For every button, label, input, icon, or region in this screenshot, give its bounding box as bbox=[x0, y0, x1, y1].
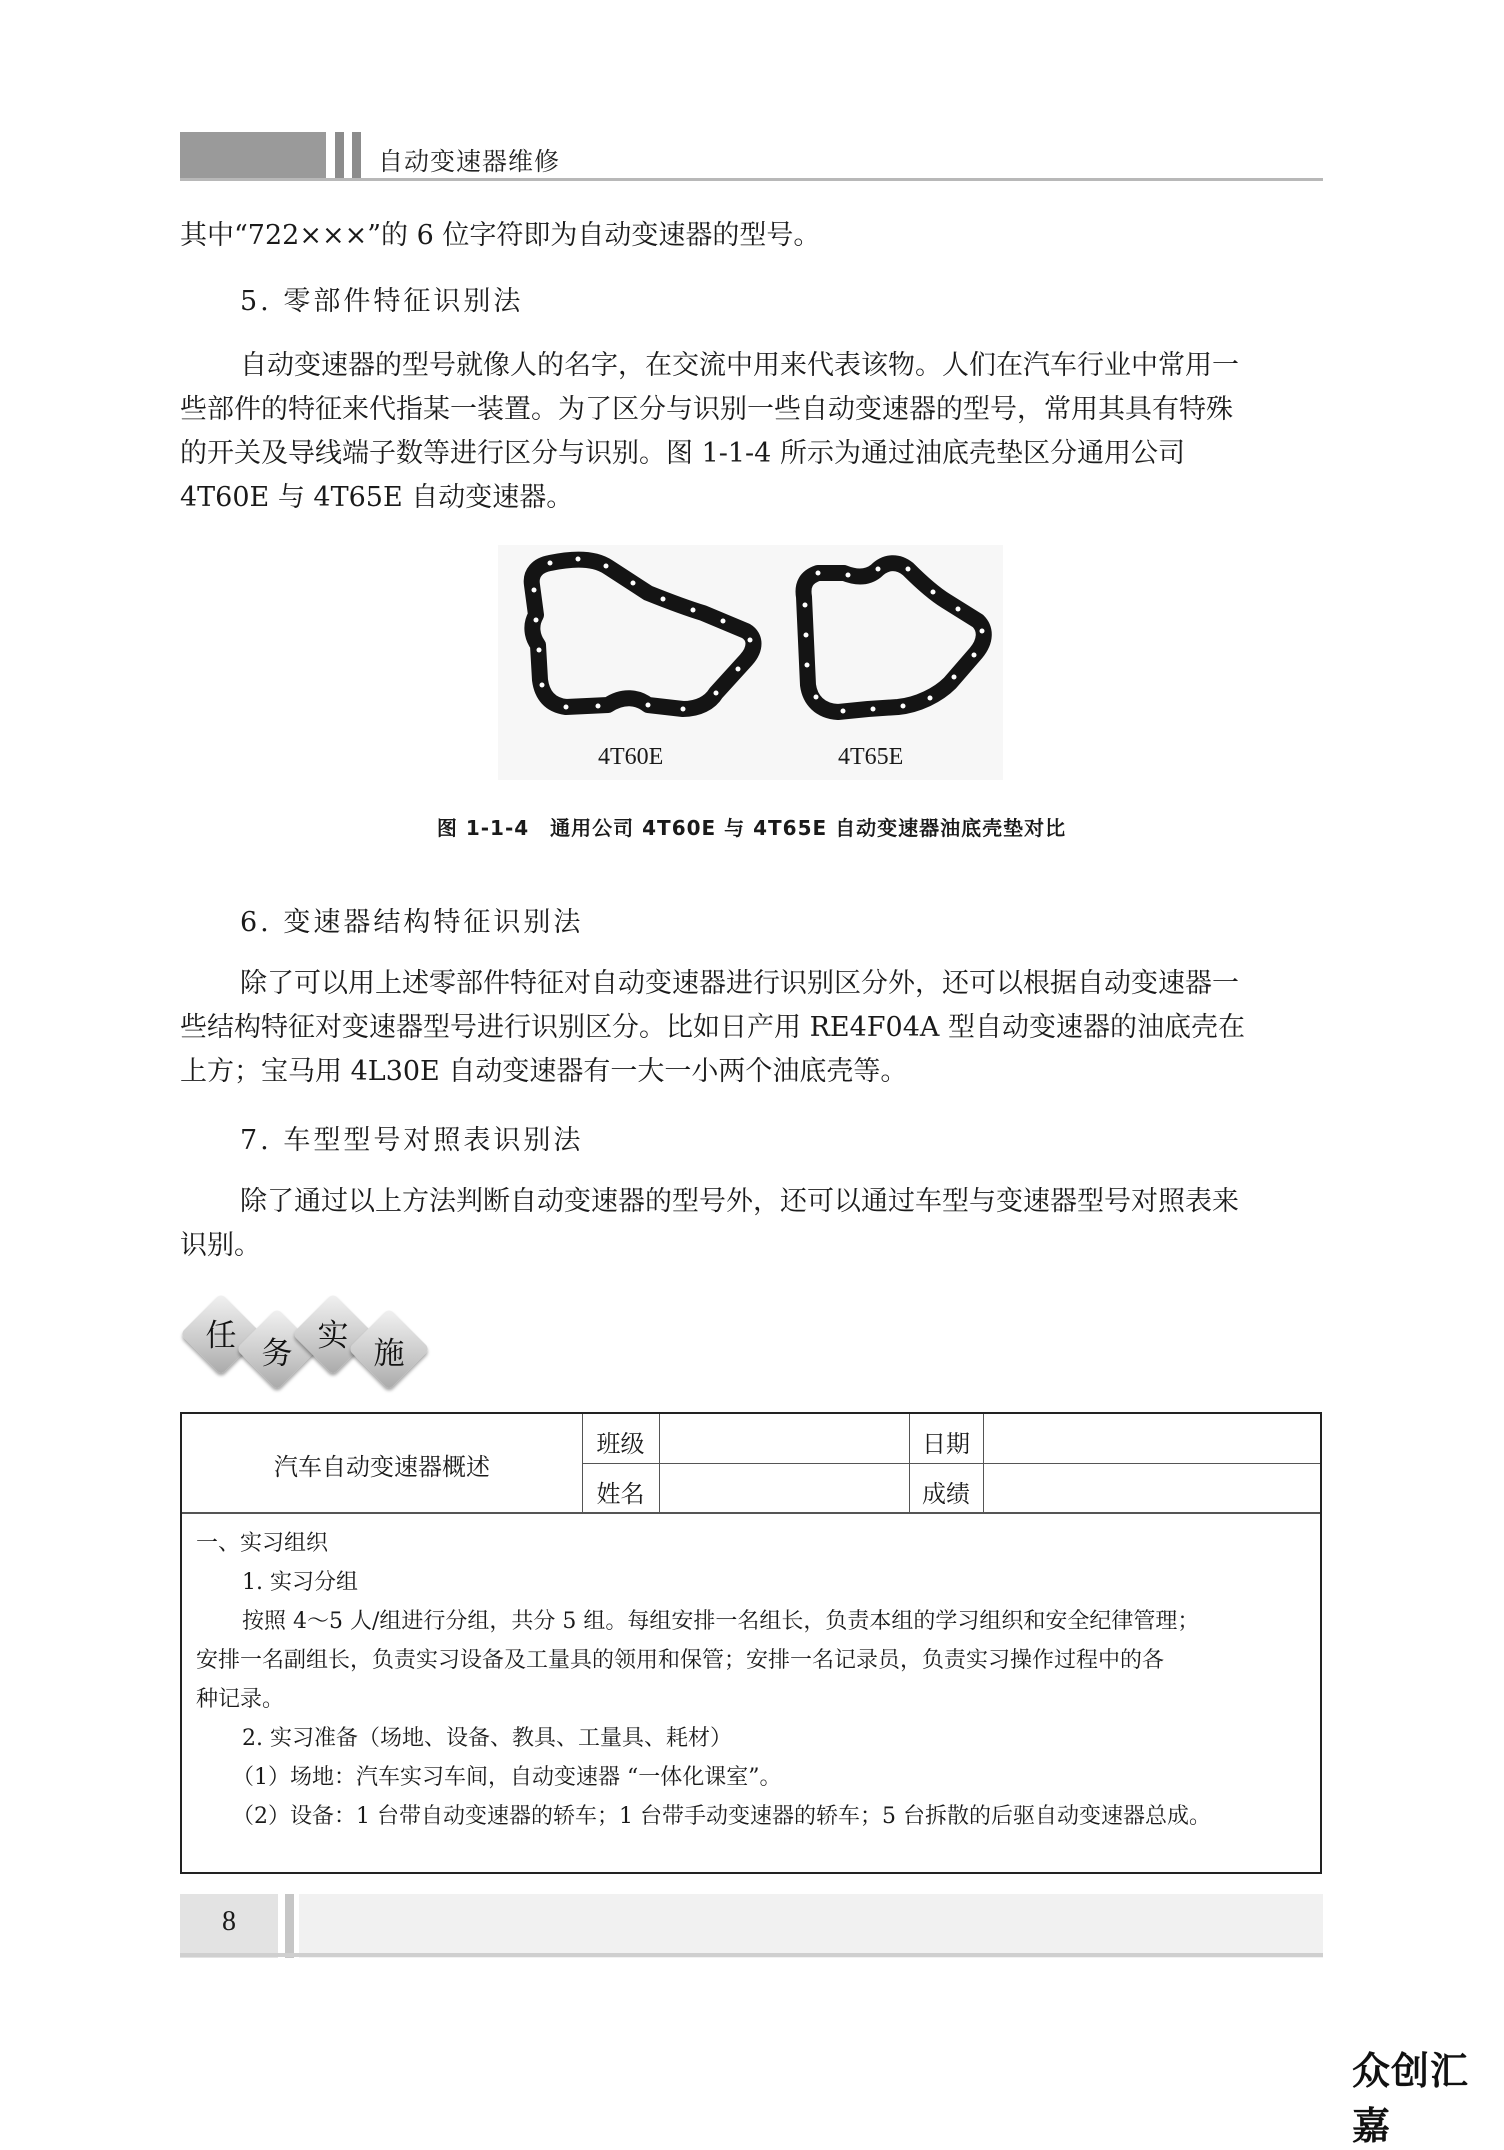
book-title: 自动变速器维修 bbox=[378, 147, 561, 176]
paragraph-line: 4T60E 与 4T65E 自动变速器。 bbox=[180, 482, 574, 513]
badge-char: 任 bbox=[205, 1318, 237, 1354]
intro-line: 其中“722×××”的 6 位字符即为自动变速器的型号。 bbox=[180, 220, 821, 251]
header-divider-bar bbox=[352, 132, 361, 180]
gasket-4t65e-holes bbox=[803, 567, 985, 714]
task-implementation-badge bbox=[180, 1290, 420, 1390]
worksheet-body-line: （2）设备：1 台带自动变速器的轿车；1 台带手动变速器的轿车；5 台拆散的后驱自动变速器总成。 bbox=[232, 1804, 1211, 1829]
paragraph-line: 上方；宝马用 4L30E 自动变速器有一大一小两个油底壳等。 bbox=[180, 1056, 908, 1087]
table-divider bbox=[182, 1512, 1320, 1514]
paragraph-line: 除了可以用上述零部件特征对自动变速器进行识别区分外，还可以根据自动变速器一 bbox=[240, 968, 1239, 999]
worksheet-body-line: （1）场地：汽车实习车间，自动变速器 “一体化课室”。 bbox=[232, 1765, 782, 1790]
watermark-logo: 众创汇嘉 bbox=[1352, 2049, 1470, 2148]
table-divider bbox=[582, 1463, 1320, 1464]
section-5-heading: 5. 零部件特征识别法 bbox=[240, 286, 524, 317]
paragraph-line: 的开关及导线端子数等进行区分与识别。图 1-1-4 所示为通过油底壳垫区分通用公司 bbox=[180, 438, 1185, 469]
section-7-paragraph bbox=[180, 1180, 1323, 1268]
header-rule bbox=[180, 178, 1323, 181]
paragraph-line: 识别。 bbox=[180, 1230, 261, 1261]
label-date: 日期 bbox=[922, 1430, 970, 1458]
paragraph-line: 除了通过以上方法判断自动变速器的型号外，还可以通过车型与变速器型号对照表来 bbox=[240, 1186, 1239, 1217]
label-class: 班级 bbox=[596, 1430, 645, 1458]
header-divider-bar bbox=[335, 132, 344, 180]
section-6-heading: 6. 变速器结构特征识别法 bbox=[240, 907, 584, 938]
paragraph-line: 些结构特征对变速器型号进行识别区分。比如日产用 RE4F04A 型自动变速器的油底壳在 bbox=[180, 1012, 1245, 1043]
footer-rule bbox=[180, 1953, 1323, 1957]
gasket-4t60e-shape bbox=[532, 560, 754, 709]
gasket-4t65e-shape bbox=[804, 563, 984, 712]
figure-gasket-comparison bbox=[498, 545, 1003, 780]
table-divider bbox=[659, 1414, 660, 1512]
paragraph-line: 自动变速器的型号就像人的名字，在交流中用来代表该物。人们在汽车行业中常用一 bbox=[240, 350, 1239, 381]
worksheet-body-line: 1. 实习分组 bbox=[242, 1570, 358, 1595]
class-field[interactable] bbox=[666, 1424, 902, 1456]
footer-band bbox=[299, 1894, 1323, 1958]
figure-caption: 图 1-1-4 通用公司 4T60E 与 4T65E 自动变速器油底壳垫对比 bbox=[436, 816, 1067, 840]
page-number: 8 bbox=[222, 1906, 236, 1937]
table-divider bbox=[983, 1414, 984, 1512]
badge-char: 务 bbox=[261, 1336, 293, 1372]
gasket-illustration bbox=[498, 545, 1003, 780]
figure-label-4t60e: 4T60E bbox=[598, 744, 664, 770]
worksheet-body-line: 安排一名副组长，负责实习设备及工量具的领用和保管；安排一名记录员，负责实习操作过程中的各 bbox=[196, 1648, 1165, 1673]
worksheet-body-line: 种记录。 bbox=[196, 1687, 285, 1712]
figure-label-4t65e: 4T65E bbox=[838, 744, 904, 770]
worksheet-body-line: 按照 4～5 人/组进行分组，共分 5 组。每组安排一名组长，负责本组的学习组织和安全纪律管理； bbox=[242, 1609, 1200, 1634]
section-7-heading: 7. 车型型号对照表识别法 bbox=[240, 1125, 584, 1156]
worksheet-body-line: 2. 实习准备（场地、设备、教具、工量具、耗材） bbox=[242, 1726, 732, 1751]
date-field[interactable] bbox=[990, 1424, 1312, 1456]
section-5-paragraph bbox=[180, 344, 1323, 520]
paragraph-line: 些部件的特征来代指某一装置。为了区分与识别一些自动变速器的型号，常用其具有特殊 bbox=[180, 394, 1233, 425]
label-score: 成绩 bbox=[922, 1480, 970, 1508]
badge-char: 实 bbox=[317, 1318, 349, 1354]
score-field[interactable] bbox=[990, 1472, 1312, 1504]
section-6-paragraph bbox=[180, 962, 1323, 1094]
worksheet-table bbox=[180, 1412, 1322, 1874]
worksheet-title: 汽车自动变速器概述 bbox=[274, 1453, 490, 1481]
name-field[interactable] bbox=[666, 1472, 902, 1504]
footer-divider-bar bbox=[285, 1894, 294, 1958]
badge-char: 施 bbox=[373, 1336, 405, 1372]
label-name: 姓名 bbox=[596, 1480, 645, 1508]
header-gray-block bbox=[180, 132, 326, 178]
worksheet-body-line: 一、实习组织 bbox=[196, 1531, 329, 1556]
